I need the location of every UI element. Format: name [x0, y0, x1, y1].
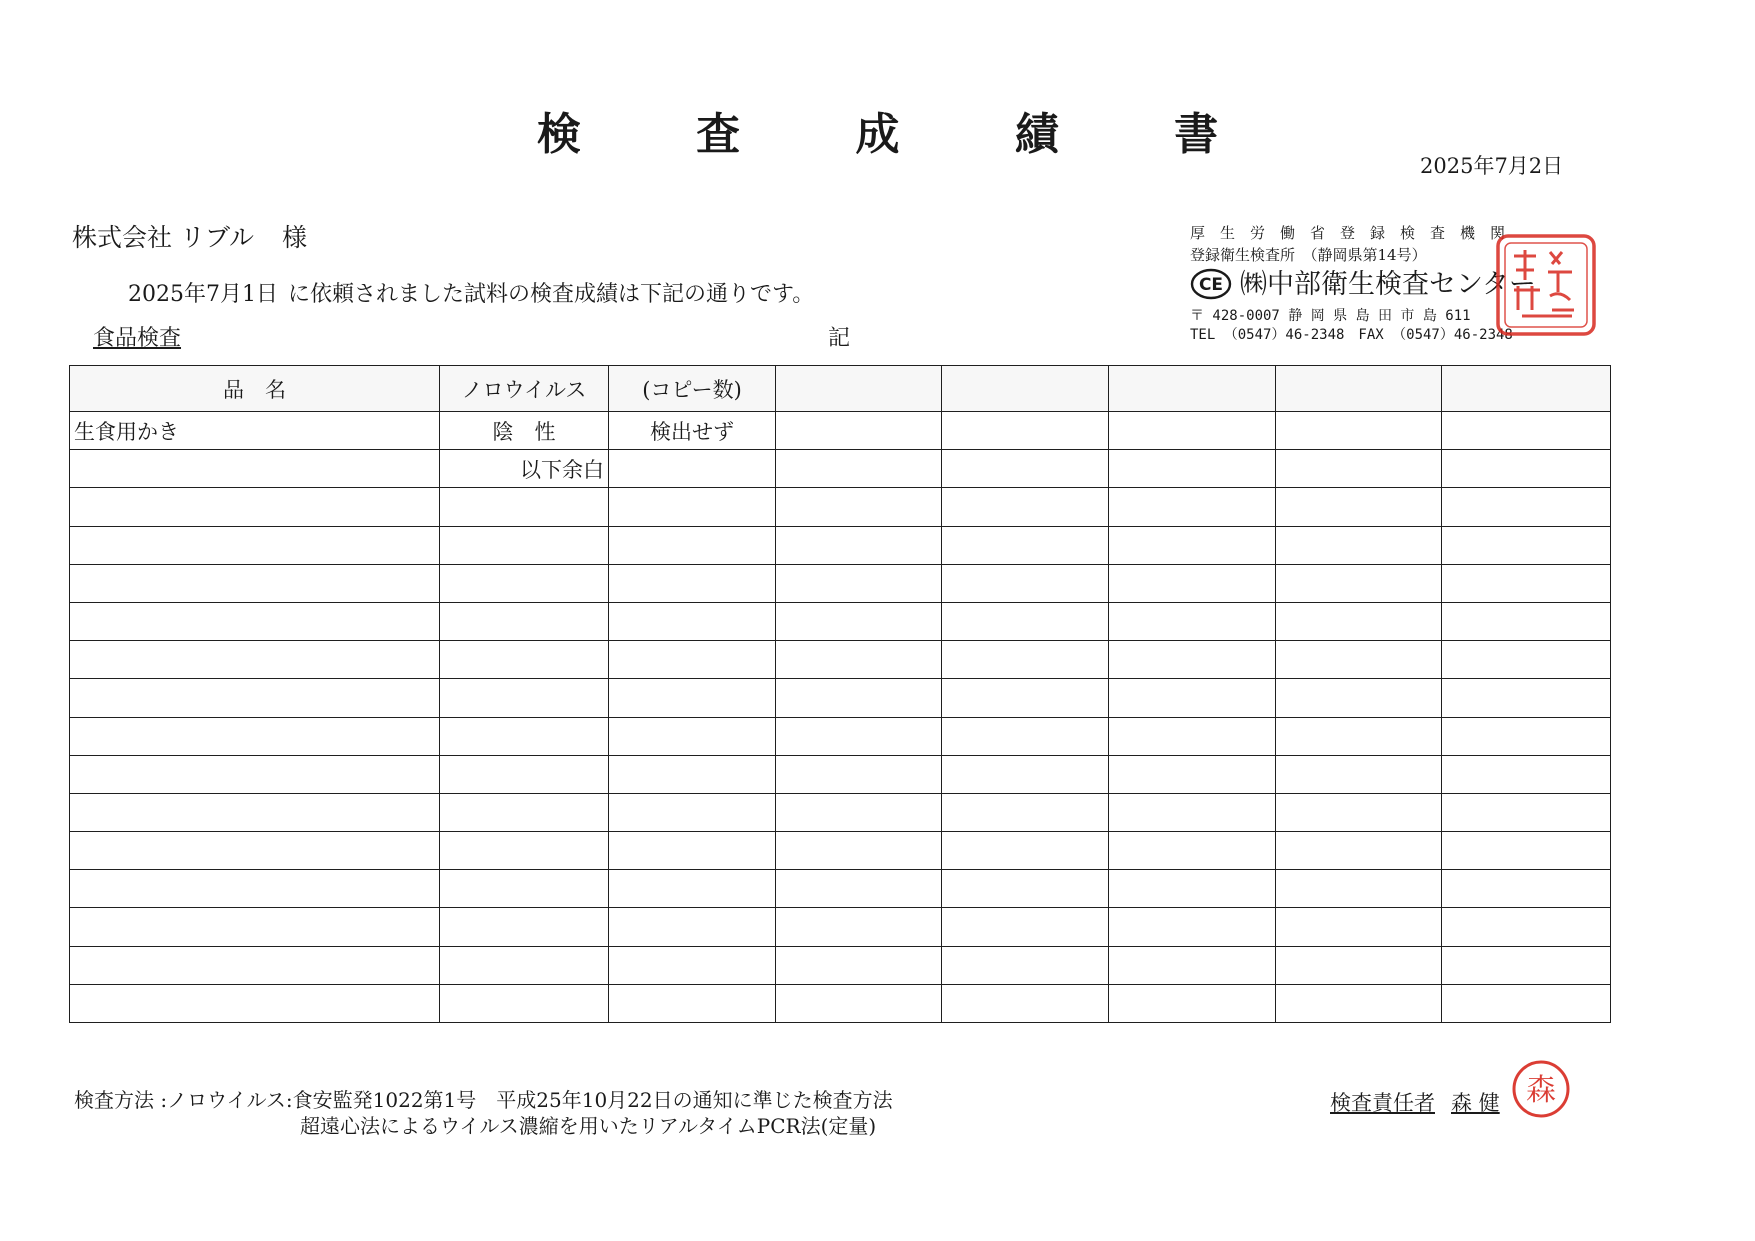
ki-mark: 記 — [828, 326, 851, 351]
table-cell — [440, 488, 609, 526]
table-cell — [609, 984, 776, 1022]
table-cell — [776, 488, 942, 526]
table-cell — [776, 755, 942, 793]
table-cell — [440, 755, 609, 793]
table-cell — [942, 870, 1109, 908]
table-cell — [1109, 755, 1276, 793]
table-cell — [1109, 717, 1276, 755]
client-line — [72, 218, 307, 254]
table-cell — [70, 679, 440, 717]
request-date: 2025年7月1日 — [128, 282, 278, 307]
results-table — [69, 365, 1611, 1023]
table-cell — [70, 793, 440, 831]
table-row — [70, 641, 1611, 679]
table-cell — [70, 984, 440, 1022]
table-cell — [609, 793, 776, 831]
table-cell — [1442, 526, 1611, 564]
table-cell — [70, 870, 440, 908]
test-method — [74, 1087, 893, 1139]
table-cell — [609, 679, 776, 717]
table-cell — [1442, 793, 1611, 831]
table-cell — [609, 832, 776, 870]
table-cell — [440, 793, 609, 831]
company-seal-icon — [1492, 230, 1600, 340]
table-cell — [942, 564, 1109, 602]
table-cell — [776, 679, 942, 717]
table-cell — [942, 793, 1109, 831]
table-cell — [70, 755, 440, 793]
table-cell — [1442, 602, 1611, 640]
table-cell — [776, 641, 942, 679]
table-cell — [70, 908, 440, 946]
table-cell — [440, 984, 609, 1022]
table-cell — [440, 679, 609, 717]
table-row — [70, 908, 1611, 946]
table-cell — [70, 526, 440, 564]
table-cell — [942, 908, 1109, 946]
header-item-name: 品 名 — [70, 366, 440, 412]
table-cell — [440, 564, 609, 602]
table-cell — [1276, 755, 1442, 793]
table-cell — [776, 946, 942, 984]
table-cell — [609, 488, 776, 526]
table-cell — [1442, 450, 1611, 488]
table-cell — [70, 641, 440, 679]
table-cell — [776, 717, 942, 755]
table-cell — [1442, 870, 1611, 908]
header-cell — [1109, 366, 1276, 412]
table-cell — [1109, 450, 1276, 488]
table-cell — [1109, 946, 1276, 984]
table-cell — [70, 832, 440, 870]
table-cell — [942, 602, 1109, 640]
table-cell — [942, 526, 1109, 564]
responsible-name: 森 健 — [1451, 1091, 1500, 1115]
table-cell — [609, 450, 776, 488]
table-cell — [440, 526, 609, 564]
table-cell — [942, 679, 1109, 717]
table-cell — [1442, 946, 1611, 984]
table-cell — [1442, 984, 1611, 1022]
table-cell — [1276, 793, 1442, 831]
table-cell — [440, 832, 609, 870]
table-cell — [1109, 908, 1276, 946]
table-row — [70, 832, 1611, 870]
table-cell — [1276, 679, 1442, 717]
table-cell — [1109, 412, 1276, 450]
table-cell — [440, 908, 609, 946]
table-cell — [609, 946, 776, 984]
method-label: 検査方法 : — [74, 1088, 168, 1112]
lab-company-line — [1190, 268, 1536, 300]
table-cell — [1442, 755, 1611, 793]
table-cell — [609, 870, 776, 908]
table-cell — [1276, 946, 1442, 984]
table-cell — [942, 755, 1109, 793]
method-line-1: ノロウイルス:食安監発1022第1号 平成25年10月22日の通知に準じた検査方法 — [167, 1088, 893, 1112]
table-cell — [942, 641, 1109, 679]
table-cell — [70, 946, 440, 984]
table-header-row — [70, 366, 1611, 412]
table-cell — [776, 450, 942, 488]
table-row — [70, 602, 1611, 640]
table-cell — [70, 564, 440, 602]
table-cell — [1276, 602, 1442, 640]
lab-company-name: ㈱中部衛生検査センター — [1240, 268, 1536, 300]
table-cell — [609, 755, 776, 793]
table-cell — [1109, 832, 1276, 870]
table-cell — [1276, 717, 1442, 755]
lab-registration: 厚生労働省登録検査機関 — [1190, 224, 1521, 242]
table-cell — [776, 870, 942, 908]
table-row — [70, 450, 1611, 488]
header-norovirus: ノロウイルス — [440, 366, 609, 412]
header-cell — [1276, 366, 1442, 412]
category-label: 食品検査 — [93, 326, 182, 351]
table-row — [70, 679, 1611, 717]
method-line-2: 超遠心法によるウイルス濃縮を用いたリアルタイムPCR法(定量) — [300, 1114, 877, 1138]
table-cell — [1442, 679, 1611, 717]
responsible-person — [1330, 1087, 1500, 1117]
intro-line — [128, 277, 814, 308]
table-cell — [942, 717, 1109, 755]
table-cell — [1442, 488, 1611, 526]
header-copy-count: (コピー数) — [609, 366, 776, 412]
table-cell — [1109, 793, 1276, 831]
table-cell — [1109, 602, 1276, 640]
table-cell — [776, 793, 942, 831]
cei-logo-icon — [1190, 268, 1232, 300]
table-cell — [440, 641, 609, 679]
lab-tel-fax: TEL （0547）46-2348 FAX （0547）46-2348 — [1190, 327, 1513, 343]
table-cell — [1276, 526, 1442, 564]
cell-end-mark: 以下余白 — [440, 450, 609, 488]
table-cell — [776, 564, 942, 602]
table-cell — [942, 412, 1109, 450]
table-cell — [1276, 984, 1442, 1022]
issue-date: 2025年7月2日 — [1420, 154, 1564, 178]
client-name: 株式会社 リブル — [72, 223, 254, 252]
table-cell — [1276, 870, 1442, 908]
table-cell — [1442, 412, 1611, 450]
table-cell — [440, 602, 609, 640]
table-cell — [776, 908, 942, 946]
lab-address: 〒 428-0007 静 岡 県 島 田 市 島 611 — [1190, 308, 1471, 324]
table-cell — [1276, 641, 1442, 679]
table-cell — [1109, 488, 1276, 526]
table-row — [70, 984, 1611, 1022]
table-cell — [609, 564, 776, 602]
table-cell — [1109, 984, 1276, 1022]
table-cell — [70, 602, 440, 640]
table-cell — [942, 984, 1109, 1022]
table-cell — [609, 602, 776, 640]
cell-result: 陰 性 — [440, 412, 609, 450]
table-cell — [1442, 564, 1611, 602]
table-cell — [776, 832, 942, 870]
document-title: 検 査 成 績 書 — [536, 109, 1269, 160]
table-cell — [1276, 564, 1442, 602]
table-cell — [1442, 717, 1611, 755]
cell-copy-count: 検出せず — [609, 412, 776, 450]
table-cell — [776, 526, 942, 564]
table-cell — [70, 717, 440, 755]
table-cell — [609, 908, 776, 946]
table-row — [70, 412, 1611, 450]
table-row — [70, 870, 1611, 908]
table-cell — [1109, 526, 1276, 564]
cei-logo-text: CE — [1198, 275, 1224, 295]
table-cell — [440, 946, 609, 984]
table-cell — [1276, 832, 1442, 870]
table-cell — [776, 984, 942, 1022]
table-cell — [1109, 641, 1276, 679]
header-cell — [942, 366, 1109, 412]
intro-text: に依頼されました試料の検査成績は下記の通りです。 — [287, 282, 815, 307]
table-cell — [440, 870, 609, 908]
lab-registration-number: 登録衛生検査所 （静岡県第14号） — [1190, 246, 1427, 264]
table-row — [70, 488, 1611, 526]
cell-item-name: 生食用かき — [70, 412, 440, 450]
table-cell — [942, 946, 1109, 984]
table-row — [70, 755, 1611, 793]
table-row — [70, 564, 1611, 602]
table-row — [70, 526, 1611, 564]
client-suffix: 様 — [281, 223, 307, 252]
table-cell — [1276, 908, 1442, 946]
table-cell — [1109, 870, 1276, 908]
table-cell — [1276, 450, 1442, 488]
table-cell — [776, 412, 942, 450]
header-cell — [1442, 366, 1611, 412]
table-cell — [1276, 412, 1442, 450]
table-row — [70, 793, 1611, 831]
table-cell — [1442, 641, 1611, 679]
table-cell — [70, 450, 440, 488]
table-cell — [609, 717, 776, 755]
table-cell — [1442, 832, 1611, 870]
header-cell — [776, 366, 942, 412]
table-row — [70, 946, 1611, 984]
personal-seal-icon — [1510, 1058, 1572, 1120]
table-cell — [942, 488, 1109, 526]
table-cell — [609, 526, 776, 564]
table-row — [70, 717, 1611, 755]
table-cell — [70, 488, 440, 526]
seal-text: 森 — [1526, 1073, 1556, 1108]
table-cell — [776, 602, 942, 640]
table-cell — [1109, 564, 1276, 602]
table-cell — [1109, 679, 1276, 717]
table-cell — [942, 832, 1109, 870]
table-cell — [440, 717, 609, 755]
table-cell — [1442, 908, 1611, 946]
responsible-label: 検査責任者 — [1330, 1091, 1435, 1115]
table-cell — [609, 641, 776, 679]
table-cell — [942, 450, 1109, 488]
table-cell — [1276, 488, 1442, 526]
